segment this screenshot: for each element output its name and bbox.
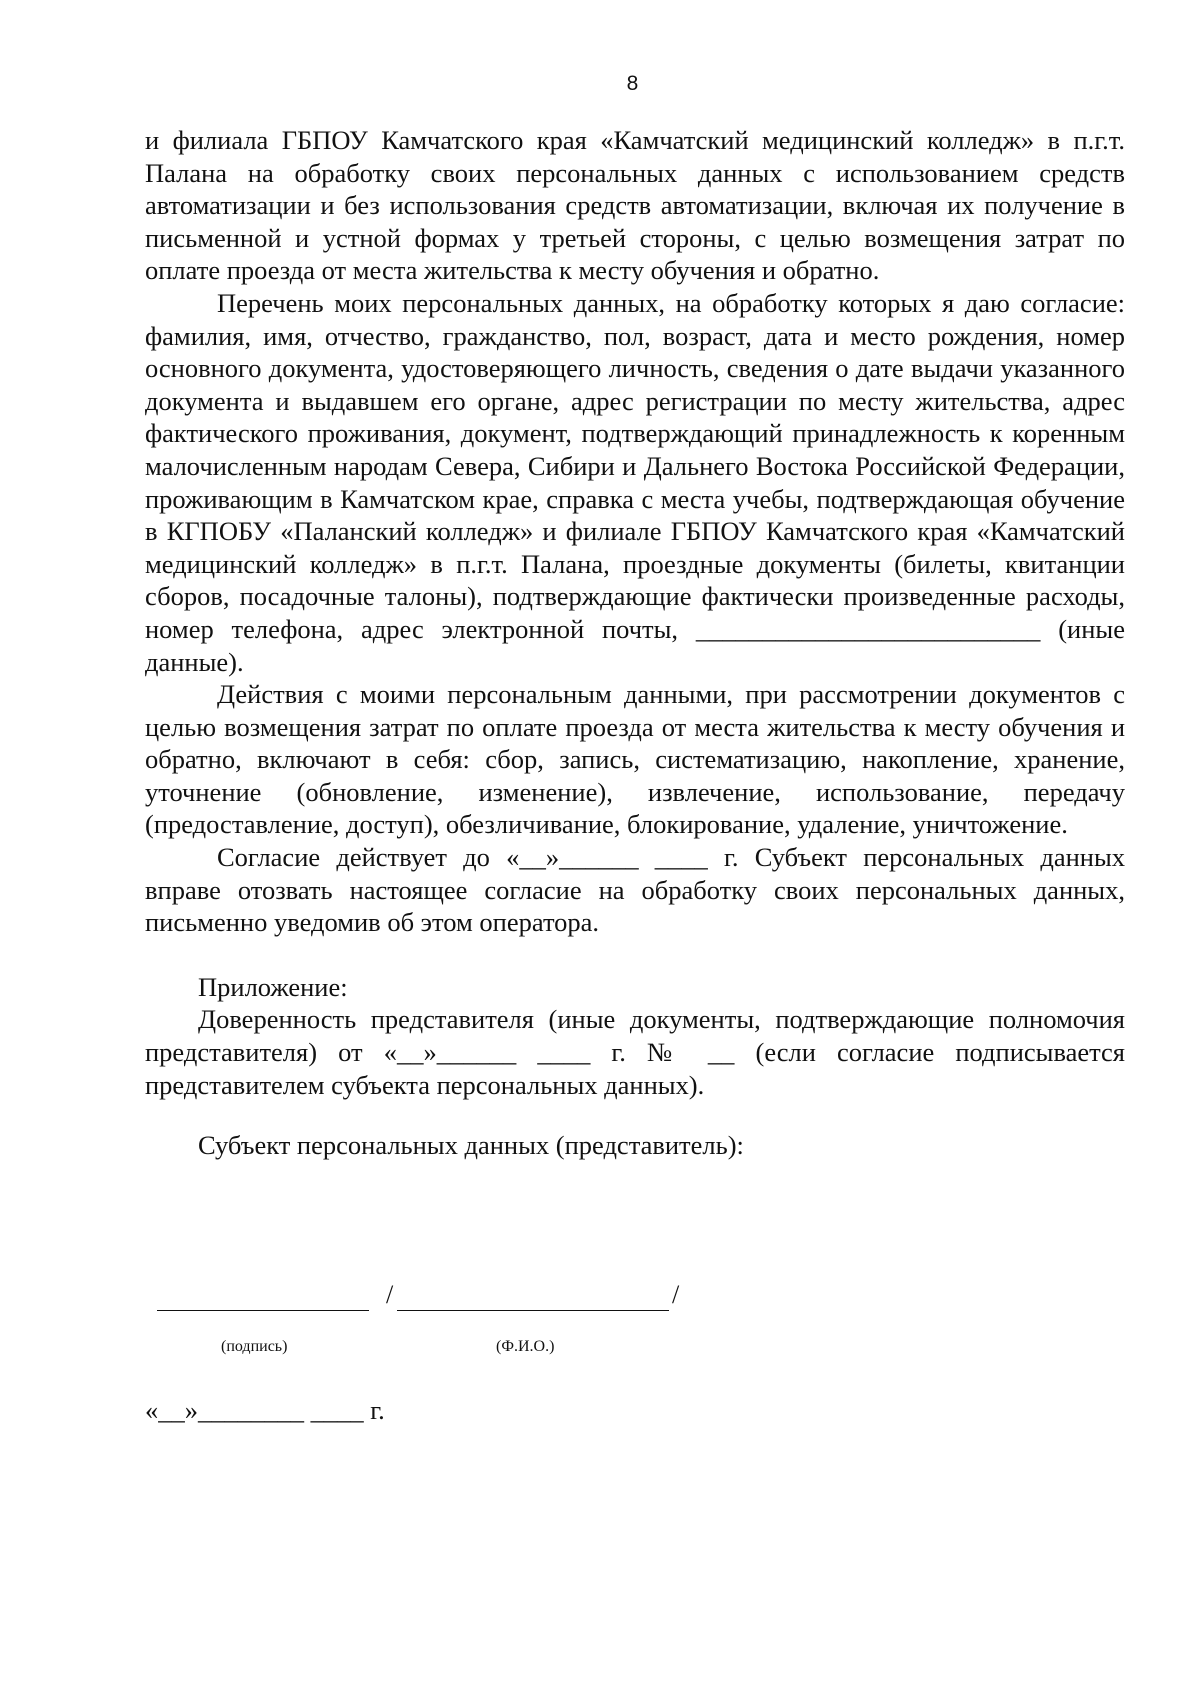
signature-slash-close: / [672,1280,680,1309]
spacer [145,1101,1125,1129]
spacer [145,939,1125,971]
personal-data-list-paragraph: Перечень моих персональных данных, на обработку которых я даю согласие: фамилия, имя, отчество, гражданство, пол, возраст, дата и место рождения, номер основного документа, удостоверяющего личность, сведения о дате выдачи указанного документа и выдавшем его органе, адрес регистрации по месту жительства, адрес фактического проживания, документ, подтверждающий принадлежность к коренным малочисленным народам Севера, Сибири и Дальнего Востока Российской Федерации, проживающим в Камчатском крае, справка с места учебы, подтверждающая обучение в КГПОБУ «Паланский колледж» и филиале ГБПОУ Камчатского края «Камчатский медицинский колледж» в п.г.т. Палана, проездные документы (билеты, квитанции сборов, посадочные талоны), подтверждающие фактически произведенные расходы, номер телефона, адрес электронной почты, __________________________ (иные данные). [145,287,1125,677]
page-number: 8 [626,72,639,95]
date-line: «__»________ ____ г. [145,1395,385,1425]
consent-paragraph-1: и филиала ГБПОУ Камчатского края «Камчатский медицинский колледж» в п.г.т. Палана на обработку своих персональных данных с использованием средств автоматизации и без использования средств автоматизации, включая их получение в письменной и устной формах у третьей стороны, с целью возмещения затрат по оплате проезда от места жительства к месту обучения и обратно. [145,125,1125,286]
signature-caption: (подпись) [221,1338,288,1355]
signature-heading: Субъект персональных данных (представитель): [198,1130,744,1161]
signature-line [157,1310,369,1311]
attachment-text: Доверенность представителя (иные документы, подтверждающие полномочия представителя) от «__»______ ____ г. № __ (если согласие подписывается представителем субъекта персональных данных). [145,1004,1125,1100]
consent-validity-paragraph: Согласие действует до «__»______ ____ г. Субъект персональных данных вправе отозвать настоящее согласие на обработку своих персональных данных, письменно уведомив об этом оператора. [145,842,1125,938]
processing-actions-paragraph: Действия с моими персональным данными, при рассмотрении документов с целью возмещения затрат по оплате проезда от места жительства к месту обучения и обратно, включают в себя: сбор, запись, систематизацию, накопление, хранение, уточнение (обновление, изменение), извлечение, использование, передачу (предоставление, доступ), обезличивание, блокирование, удаление, уничтожение. [145,679,1125,840]
document-body [145,124,1125,1162]
attachment-heading: Приложение: [198,971,348,1002]
fio-line [397,1310,669,1311]
fio-caption: (Ф.И.О.) [496,1338,555,1355]
signature-block [145,1280,845,1390]
signature-slash-open: / [386,1280,394,1309]
